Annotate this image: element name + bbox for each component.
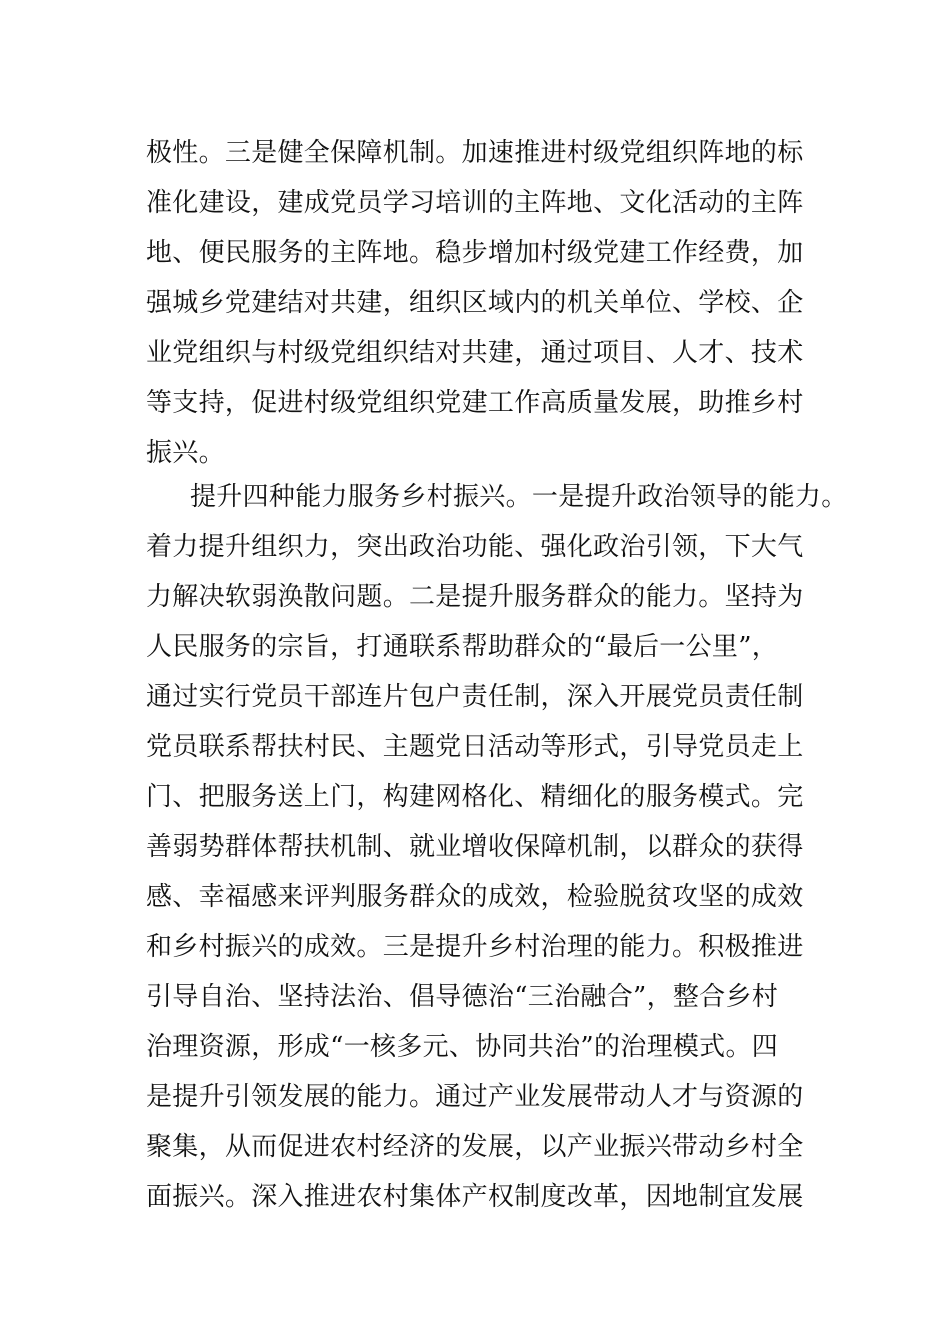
text-line: 面振兴。深入推进农村集体产权制度改革，因地制宜发展 <box>146 1182 804 1212</box>
text-line: 着力提升组织力，突出政治功能、强化政治引领，下大气 <box>146 532 804 562</box>
paragraph-1 <box>146 128 846 478</box>
text-line: 和乡村振兴的成效。三是提升乡村治理的能力。积极推进 <box>146 932 804 962</box>
text-line: 门、把服务送上门，构建网格化、精细化的服务模式。完 <box>146 782 804 812</box>
text-line: 力解决软弱涣散问题。二是提升服务群众的能力。坚持为 <box>146 582 804 612</box>
text-line: 感、幸福感来评判服务群众的成效，检验脱贫攻坚的成效 <box>146 882 804 912</box>
text-line: 振兴。 <box>146 438 225 468</box>
text-line: 通过实行党员干部连片包户责任制，深入开展党员责任制 <box>146 682 804 712</box>
text-line: 引导自治、坚持法治、倡导德治“三治融合”，整合乡村 <box>146 982 779 1012</box>
text-line: 人民服务的宗旨，打通联系帮助群众的“最后一公里”， <box>146 632 779 662</box>
text-line: 党员联系帮扶村民、主题党日活动等形式，引导党员走上 <box>146 732 804 762</box>
text-line: 提升四种能力服务乡村振兴。一是提升政治领导的能力。 <box>190 482 848 512</box>
text-line: 等支持，促进村级党组织党建工作高质量发展，助推乡村 <box>146 388 804 418</box>
text-line: 是提升引领发展的能力。通过产业发展带动人才与资源的 <box>146 1082 804 1112</box>
text-line: 善弱势群体帮扶机制、就业增收保障机制，以群众的获得 <box>146 832 804 862</box>
paragraph-2 <box>146 472 846 1222</box>
text-line: 极性。三是健全保障机制。加速推进村级党组织阵地的标 <box>146 138 804 168</box>
text-line: 治理资源，形成“一核多元、协同共治”的治理模式。四 <box>146 1032 779 1062</box>
text-line: 聚集，从而促进农村经济的发展，以产业振兴带动乡村全 <box>146 1132 804 1162</box>
text-line: 强城乡党建结对共建，组织区域内的机关单位、学校、企 <box>146 288 804 318</box>
text-line: 地、便民服务的主阵地。稳步增加村级党建工作经费，加 <box>146 238 804 268</box>
text-line: 准化建设，建成党员学习培训的主阵地、文化活动的主阵 <box>146 188 804 218</box>
text-line: 业党组织与村级党组织结对共建，通过项目、人才、技术 <box>146 338 804 368</box>
